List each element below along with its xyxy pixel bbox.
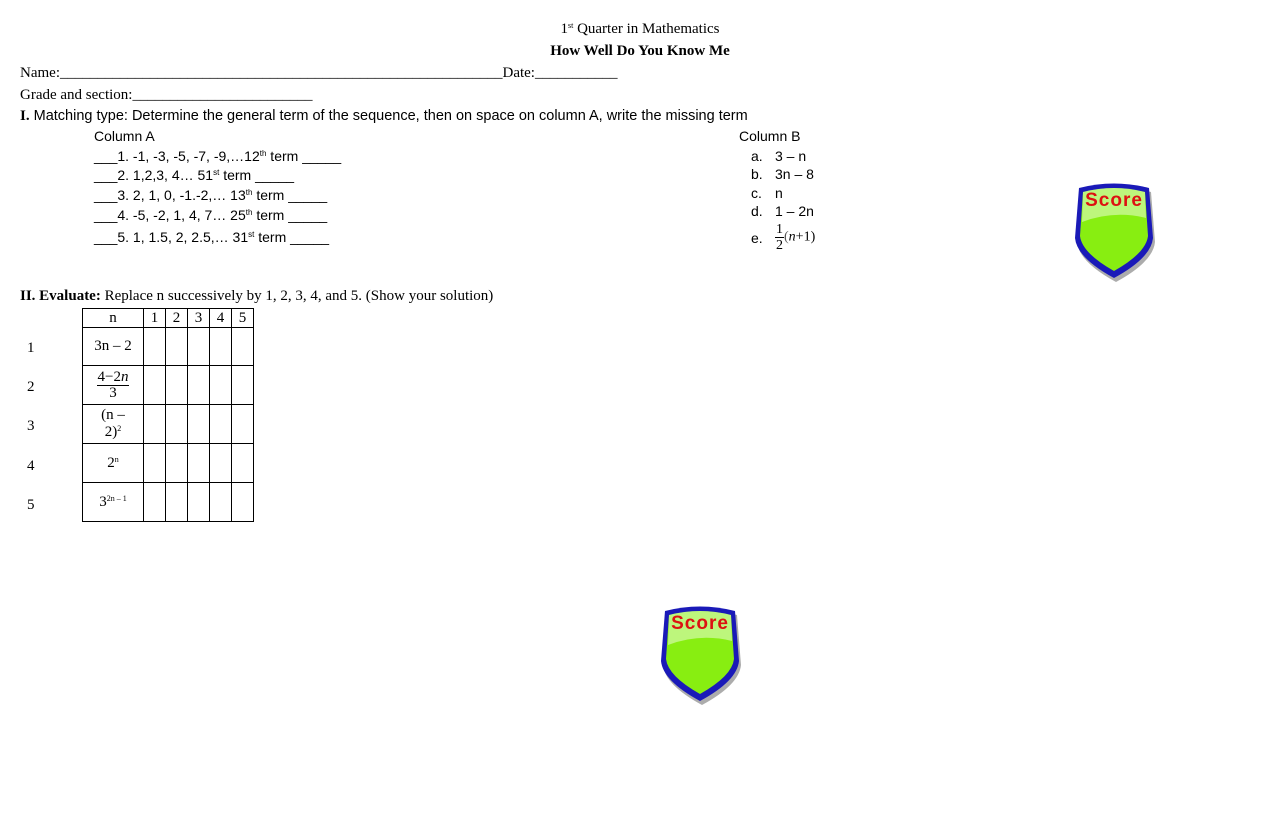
answer-cell[interactable] [210, 328, 232, 366]
answer-cell[interactable] [188, 444, 210, 483]
part1-instruction [20, 108, 748, 125]
answer-cell[interactable] [144, 405, 166, 444]
answer-cell[interactable] [232, 483, 254, 522]
answer-cell[interactable] [166, 405, 188, 444]
answer-cell[interactable] [144, 444, 166, 483]
expression-cell: (n – 2)$^2$ [83, 405, 144, 444]
quarter-number-suffix: st [567, 21, 574, 30]
quarter-subject: Quarter in Mathematics [573, 21, 720, 37]
quarter-number: 1 [560, 21, 568, 37]
score-badge [1071, 182, 1157, 282]
part1-instruction-text: Matching type: Determine the general term of the sequence, then on space on column A, write the missing term [29, 108, 748, 124]
score-badge-label: Score [671, 613, 729, 634]
header-cell: 3 [188, 309, 210, 328]
table-header-row [83, 309, 254, 328]
answer-cell[interactable] [210, 366, 232, 405]
name-date-line: Name:___________________________________________________________Date:___________ [20, 65, 618, 81]
part2-label: II. Evaluate: [20, 288, 101, 304]
column-b-item: e. $\frac{1}{2}$ (n+1) [751, 222, 816, 253]
answer-cell[interactable] [188, 328, 210, 366]
expression-cell: $\frac{4-2n}{3}$ [83, 366, 144, 405]
column-a-item: ___1. -1, -3, -5, -7, -9,…12th term _____ [94, 148, 342, 164]
answer-cell[interactable] [166, 328, 188, 366]
answer-cell[interactable] [188, 483, 210, 522]
header-cell-n: n [83, 309, 144, 328]
row-number: 2 [27, 379, 35, 395]
answer-cell[interactable] [144, 483, 166, 522]
header-cell: 5 [232, 309, 254, 328]
column-b-item: a. 3 – n [751, 148, 807, 164]
table-row [83, 328, 254, 366]
answer-cell[interactable] [188, 366, 210, 405]
answer-cell[interactable] [188, 405, 210, 444]
column-b-item: c. n [751, 185, 783, 201]
table-row [83, 405, 254, 444]
row-number: 4 [27, 458, 35, 474]
header-cell: 1 [144, 309, 166, 328]
table-row [83, 483, 254, 522]
expression-cell: $3^{2n - 1}$ [83, 483, 144, 522]
column-a-item: ___5. 1, 1.5, 2, 2.5,… 31st term _____ [94, 229, 330, 245]
column-b-header: Column B [739, 128, 801, 144]
score-badge [657, 605, 743, 705]
answer-cell[interactable] [232, 444, 254, 483]
table-row [83, 444, 254, 483]
part2-instruction [20, 288, 493, 305]
column-a-item: ___4. -5, -2, 1, 4, 7… 25th term _____ [94, 207, 328, 223]
answer-cell[interactable] [166, 483, 188, 522]
score-badge-label: Score [1085, 190, 1143, 211]
evaluate-table [82, 308, 254, 522]
header-cell: 4 [210, 309, 232, 328]
expression-cell: 3n – 2 [83, 328, 144, 366]
row-number: 1 [27, 340, 35, 356]
grade-section-line: Grade and section:________________________ [20, 87, 313, 103]
column-b-item: b. 3n – 8 [751, 166, 814, 182]
quarter-title [0, 21, 1280, 38]
column-a-item: ___2. 1,2,3, 4… 51st term _____ [94, 167, 295, 183]
answer-cell[interactable] [210, 483, 232, 522]
expression-cell: 2$^n$ [83, 444, 144, 483]
answer-cell[interactable] [232, 328, 254, 366]
column-a-item: ___3. 2, 1, 0, -1.-2,… 13th term _____ [94, 187, 328, 203]
row-number: 5 [27, 497, 35, 513]
row-number: 3 [27, 418, 35, 434]
worksheet-title: How Well Do You Know Me [550, 43, 730, 59]
part2-instruction-text: Replace n successively by 1, 2, 3, 4, and 5. (Show your solution) [100, 288, 494, 304]
answer-cell[interactable] [232, 366, 254, 405]
header-cell: 2 [166, 309, 188, 328]
answer-cell[interactable] [166, 366, 188, 405]
answer-cell[interactable] [166, 444, 188, 483]
answer-cell[interactable] [210, 444, 232, 483]
table-row [83, 366, 254, 405]
answer-cell[interactable] [144, 366, 166, 405]
part1-label: I. [20, 108, 30, 124]
column-a-header: Column A [94, 128, 155, 144]
column-b-item: d. 1 – 2n [751, 203, 814, 219]
answer-cell[interactable] [144, 328, 166, 366]
answer-cell[interactable] [210, 405, 232, 444]
answer-cell[interactable] [232, 405, 254, 444]
